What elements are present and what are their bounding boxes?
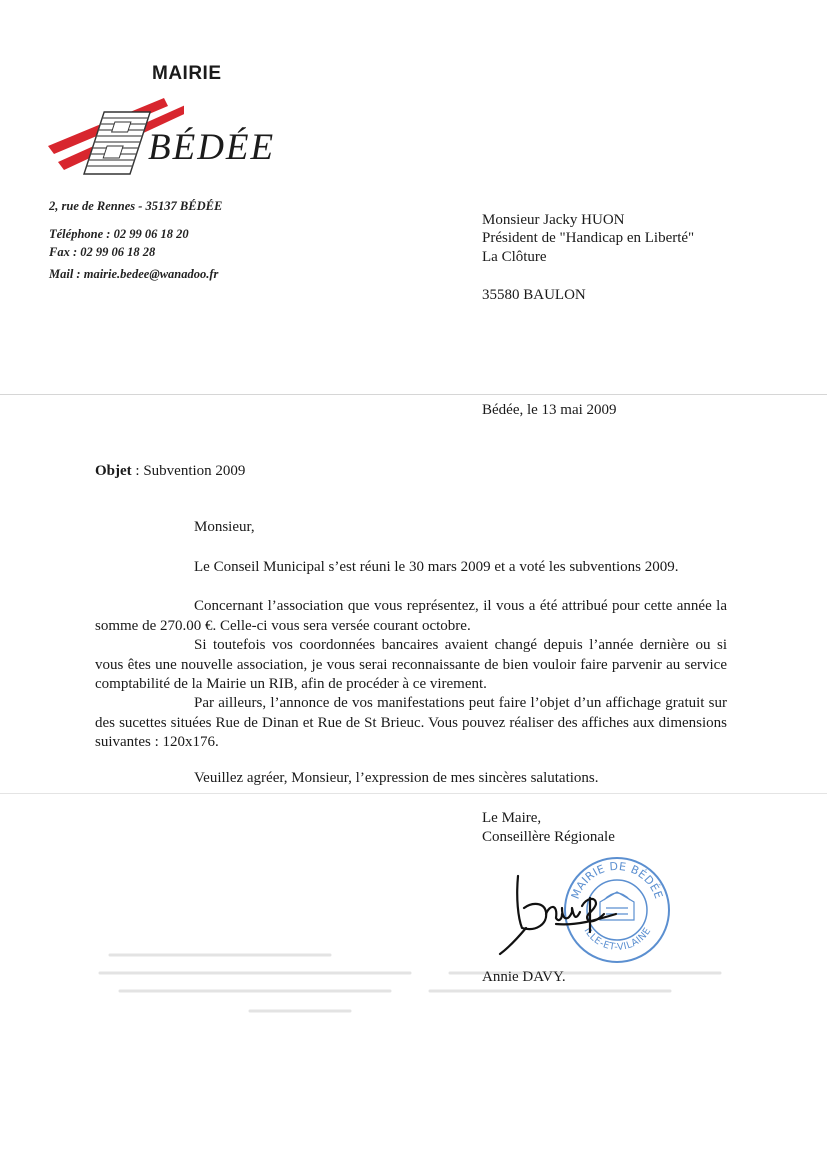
- letterhead-town-name: BÉDÉE: [148, 127, 276, 168]
- paragraph-1: [95, 558, 727, 578]
- paragraph-4-text: Par ailleurs, l’annonce de vos manifestations peut faire l’objet d’un affichage gratuit sur des sucettes situées Rue de Dinan et Rue de St Brieuc. Vous pouvez réaliser des affiches aux dimensions suivantes : 120x176.: [95, 695, 727, 750]
- stamp-bottom-text: ILLE-ET-VILAINE: [581, 925, 654, 954]
- letter-subject: [95, 463, 245, 480]
- subject-text: : Subvention 2009: [131, 463, 246, 479]
- subject-label: Objet: [95, 463, 132, 479]
- salutation: Monsieur,: [194, 519, 255, 535]
- paragraph-2-text: Concernant l’association que vous représentez, il vous a été attribué pour cette année la somme de 270.00 €. Celle-ci vous sera versée courant octobre.: [95, 598, 727, 634]
- letterhead-address: 2, rue de Rennes - 35137 BÉDÉE: [49, 199, 223, 213]
- paragraph-3-text: Si toutefois vos coordonnées bancaires avaient changé depuis l’année dernière ou si vous êtes une nouvelle association, je vous serai reconnaissante de bien vouloir faire parvenir au service comptabilité de la Mairie un RIB, afin de procéder à ce virement.: [95, 637, 727, 692]
- letterhead-telephone: Téléphone : 02 99 06 18 20: [49, 227, 189, 241]
- signatory-subtitle: Conseillère Régionale: [482, 829, 615, 845]
- recipient-place: La Clôture: [482, 249, 547, 265]
- recipient-role: Président de "Handicap en Liberté": [482, 230, 695, 246]
- signatory-name: Annie DAVY.: [482, 969, 566, 985]
- stamp-top-text: MAIRIE DE BÉDÉE: [568, 859, 666, 901]
- handwritten-signature-icon: [496, 868, 646, 958]
- signatory-title: Le Maire,: [482, 810, 542, 826]
- paper-fold-line: [0, 394, 827, 395]
- closing-formula: Veuillez agréer, Monsieur, l’expression de mes sincères salutations.: [194, 770, 599, 786]
- paragraph-1-text: Le Conseil Municipal s’est réuni le 30 mars 2009 et a voté les subventions 2009.: [194, 559, 679, 575]
- letterhead-fax: Fax : 02 99 06 18 28: [49, 245, 156, 259]
- letterhead-mail: Mail : mairie.bedee@wanadoo.fr: [49, 267, 219, 281]
- recipient-postcode-city: 35580 BAULON: [482, 287, 586, 303]
- paragraph-4: [95, 694, 727, 753]
- paragraph-3: [95, 636, 727, 695]
- paragraph-2: [95, 597, 727, 636]
- letter-date: Bédée, le 13 mai 2009: [482, 402, 617, 418]
- recipient-name: Monsieur Jacky HUON: [482, 212, 625, 228]
- letterhead-mairie: MAIRIE: [152, 63, 222, 84]
- paper-fold-line: [0, 793, 827, 794]
